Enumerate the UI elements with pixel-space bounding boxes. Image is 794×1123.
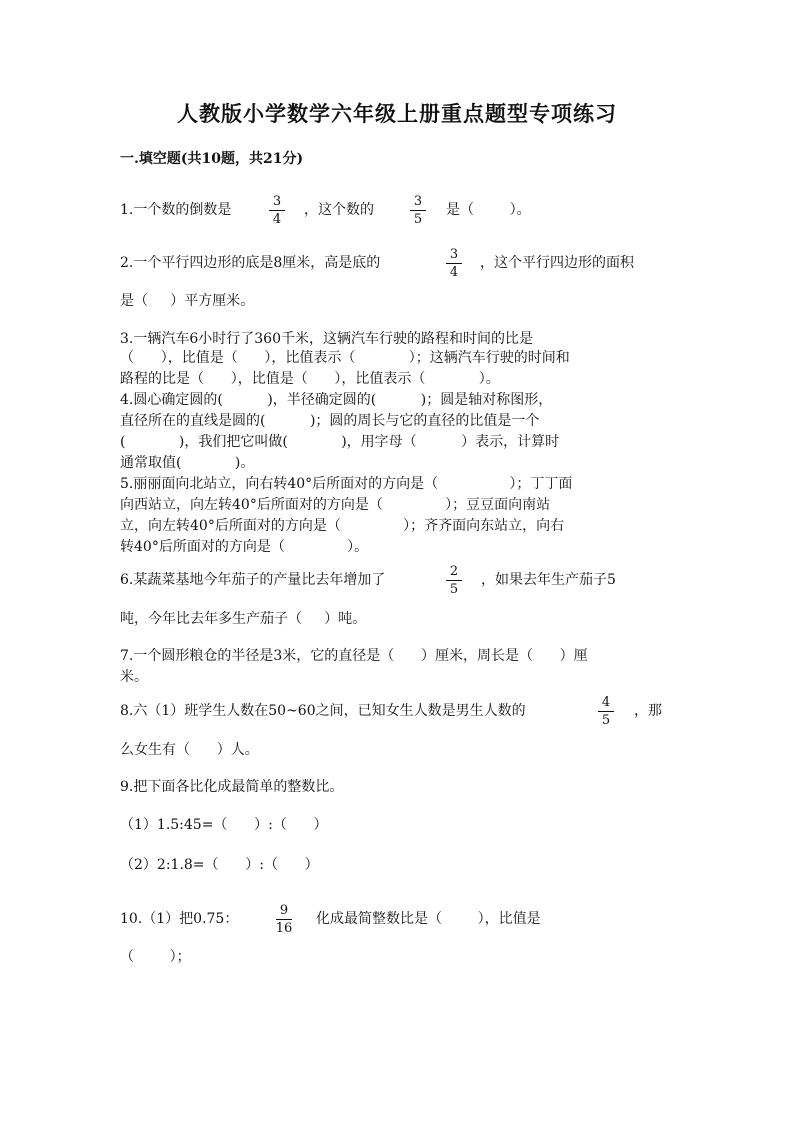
- fraction: 3 5: [407, 194, 429, 227]
- q7-line-1: 7.一个圆形粮仓的半径是3米，它的直径是（ ）厘米，周长是（ ）厘: [120, 648, 588, 664]
- q6-line-2: 吨，今年比去年多生产茄子（ ）吨。: [120, 611, 367, 627]
- q4-line-2: 直径所在的直线是圆的( )；圆的周长与它的直径的比值是一个: [120, 413, 540, 429]
- section-heading: 一.填空题(共10题，共21分): [120, 151, 304, 167]
- q9-line-1: 9.把下面各比化成最简单的整数比。: [120, 779, 344, 795]
- q6-text-b: ，如果去年生产茄子5: [481, 572, 616, 588]
- q5-line-2: 向西站立，向左转40°后所面对的方向是（ ）；豆豆面向南站: [120, 497, 551, 513]
- q1-text-c: 是（ ）。: [446, 202, 531, 218]
- fraction: 4 5: [595, 695, 617, 728]
- q9-sub-1: （1）1.5:45=（ ）:（ ）: [120, 817, 328, 833]
- fraction: 9 16: [275, 903, 293, 936]
- q3-line-3: 路程的比是（ ），比值是（ ），比值表示（ ）。: [120, 371, 500, 387]
- fraction: 3 4: [443, 247, 465, 280]
- q3-line-1: 3.一辆汽车6小时行了360千米，这辆汽车行驶的路程和时间的比是: [120, 331, 533, 347]
- q2-line-2: 是（ ）平方厘米。: [120, 293, 255, 309]
- q6-text-a: 6.某蔬菜基地今年茄子的产量比去年增加了: [120, 572, 386, 588]
- q7-line-2: 米。: [120, 669, 148, 685]
- q4-line-3: ( )，我们把它叫做( )，用字母（ ）表示，计算时: [120, 434, 560, 450]
- fraction: 2 5: [443, 564, 465, 597]
- page-title: 人教版小学数学六年级上册重点题型专项练习: [177, 101, 617, 126]
- q5-line-3: 立，向左转40°后所面对的方向是（ ）；齐齐面向东站立，向右: [120, 518, 565, 534]
- q8-line-2: 么女生有（ ）人。: [120, 742, 259, 758]
- q5-line-1: 5.丽丽面向北站立，向右转40°后所面对的方向是（ ）；丁丁面: [120, 476, 573, 492]
- fraction: 3 4: [266, 194, 288, 227]
- q9-sub-2: （2）2:1.8=（ ）:（ ）: [120, 857, 319, 873]
- q8-text-a: 8.六（1）班学生人数在50~60之间，已知女生人数是男生人数的: [120, 703, 526, 719]
- q2-text-b: ，这个平行四边形的面积: [480, 255, 634, 271]
- q8-text-b: ，那: [634, 703, 662, 719]
- q10-text-a: 10.（1）把0.75：: [120, 911, 239, 927]
- q5-line-4: 转40°后所面对的方向是（ ）。: [120, 539, 369, 555]
- q1-text-b: ，这个数的: [304, 202, 374, 218]
- q1-text-a: 1.一个数的倒数是: [120, 202, 232, 218]
- q10-line-2: （ ）；: [120, 949, 191, 965]
- q3-line-2: （ ），比值是（ ），比值表示（ ）；这辆汽车行驶的时间和: [120, 350, 570, 366]
- q10-text-b: 化成最简整数比是（ ），比值是: [316, 911, 541, 927]
- q2-text-a: 2.一个平行四边形的底是8厘米，高是底的: [120, 255, 381, 271]
- q4-line-4: 通常取值( )。: [120, 455, 255, 471]
- q4-line-1: 4.圆心确定圆的( )，半径确定圆的( )；圆是轴对称图形，: [120, 392, 553, 408]
